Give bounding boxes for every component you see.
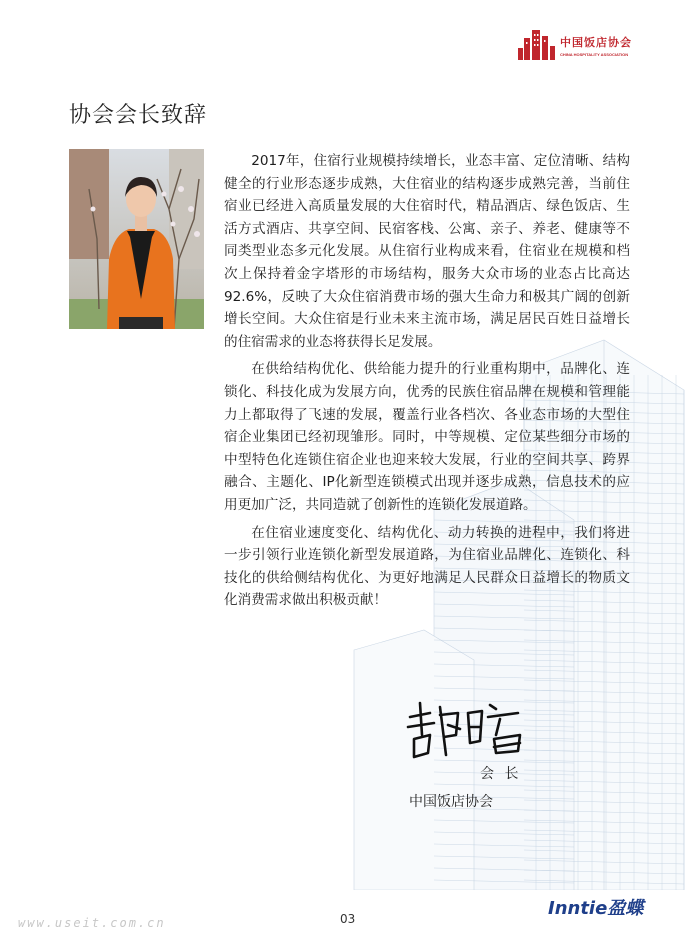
signature-role: 会 长 <box>480 766 522 782</box>
logo-english-name: CHINA HOSPITALITY ASSOCIATION <box>560 52 629 57</box>
speech-paragraph: 在供给结构优化、供给能力提升的行业重构期中，品牌化、连锁化、科技化成为发展方向，优秀的民族住宿品牌在规模和管理能力上都取得了飞速的发展，覆盖行业各档次、各业态市场的大型住宿企业集团已经初现雏形。同时，中等规模、定位某些细分市场的中型特色化连锁住宿企业也迎来较大发展，行业的空间共享、跨界融合、主题化、IP化新型连锁模式出现并逐步成熟，信息技术的应用更加广泛，共同造就了创新性的连锁化发展道路。 <box>224 361 630 513</box>
speech-body <box>224 150 630 617</box>
signature-organization: 中国饭店协会 <box>409 794 493 810</box>
president-portrait-image <box>69 149 204 329</box>
brand-logo: Inntie盈蝶 <box>548 898 644 919</box>
site-watermark: www.useit.com.cn <box>18 916 166 930</box>
page-title: 协会会长致辞 <box>69 103 208 128</box>
speech-paragraph: 2017年，住宿行业规模持续增长，业态丰富、定位清晰、结构健全的行业形态逐步成熟，大住宿业的结构逐步成熟完善，当前住宿业已经进入高质量发展的大住宿时代，精品酒店、绿色饭店、生活方式酒店、共享空间、民宿客栈、公寓、亲子、养老、健康等不同类型业态多元化发展。从住宿行业构成来看，住宿业在规模和档次上保持着金字塔形的市场结构，服务大众市场的业态占比高达92.6%，反映了大众住宿消费市场的强大生命力和极其广阔的创新增长空间。大众住宿是行业未来主流市场，满足居民百姓日益增长的住宿需求的业态将获得长足发展。 <box>224 153 630 350</box>
speech-paragraph: 在住宿业速度变化、结构优化、动力转换的进程中，我们将进一步引领行业连锁化新型发展道路，为住宿业品牌化、连锁化、科技化的供给侧结构优化、为更好地满足人民群众日益增长的物质文化消费需求做出积极贡献！ <box>224 524 630 609</box>
page-number: 03 <box>340 912 356 926</box>
logo-chinese-name: 中国饭店协会 <box>560 36 632 49</box>
